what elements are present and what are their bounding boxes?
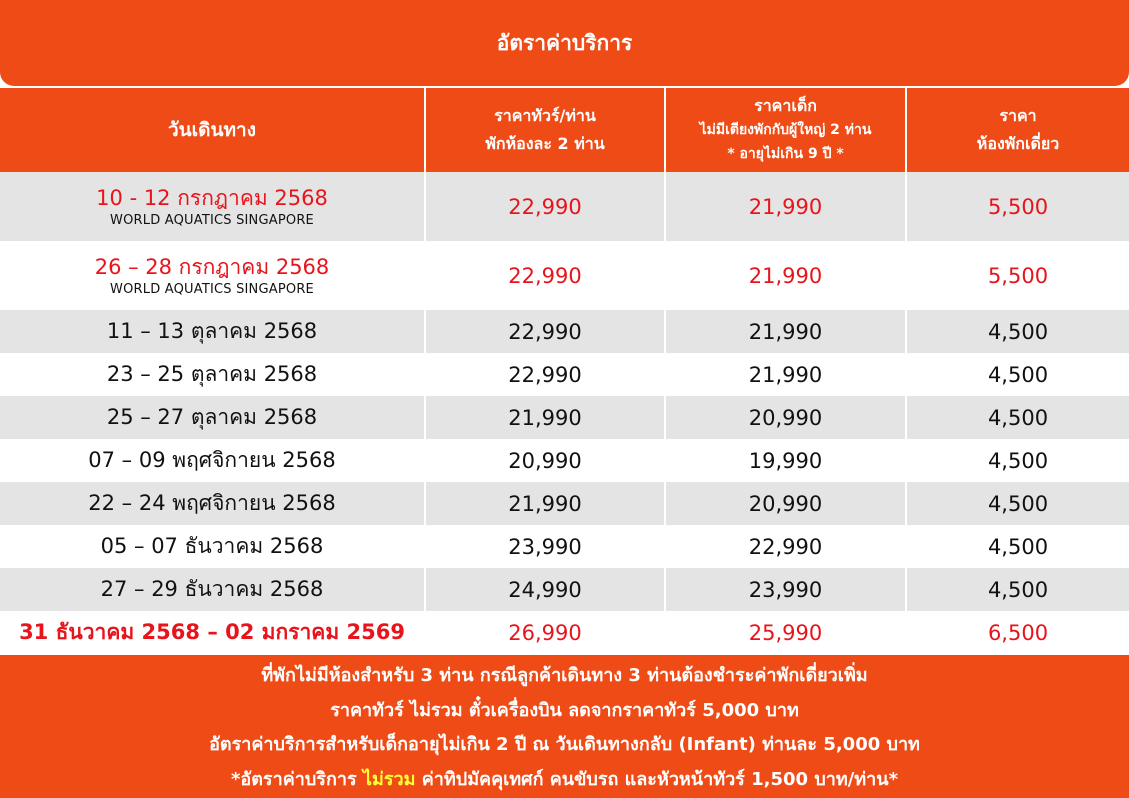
row-single-price: 4,500 (906, 310, 1129, 353)
row-date: 05 – 07 ธันวาคม 2568 (0, 525, 425, 568)
row-date: 31 ธันวาคม 2568 – 02 มกราคม 2569 (0, 611, 425, 654)
row-single-price: 5,500 (906, 172, 1129, 241)
note-line-4 (231, 764, 898, 793)
header-adult-line2: พักห้องละ 2 ท่าน (485, 134, 605, 153)
table-row (0, 439, 1129, 482)
row-adult-price: 24,990 (425, 568, 665, 611)
header-adult-price (425, 88, 665, 172)
row-single-price: 6,500 (987, 620, 1049, 645)
row-single-price: 4,500 (987, 534, 1049, 559)
row-adult-price: 22,990 (425, 310, 665, 353)
row-single-price: 4,500 (987, 448, 1049, 473)
row-child-price: 20,990 (665, 482, 906, 525)
header-child-line2: ไม่มีเตียงพักกับผู้ใหญ่ 2 ท่าน (699, 122, 872, 138)
row-child-price: 21,990 (665, 241, 906, 310)
note-line-4-prefix: *อัตราค่าบริการ (231, 768, 357, 790)
header-child-line1: ราคาเด็ก (754, 96, 817, 115)
note-line-4-highlight: ไม่รวม (362, 768, 416, 790)
table-row (0, 241, 1129, 310)
row-child-price: 21,990 (665, 310, 906, 353)
header-row (0, 88, 1129, 172)
header-date (0, 88, 425, 172)
note-line-2: ราคาทัวร์ ไม่รวม ตั๋วเครื่องบิน ลดจากราคาทัวร์ 5,000 บาท (330, 699, 799, 721)
row-child-price: 23,990 (665, 568, 906, 611)
row-adult-price: 22,990 (425, 172, 665, 241)
page-title-text: อัตราค่าบริการ (496, 30, 633, 55)
row-single-price: 4,500 (906, 482, 1129, 525)
table-row (0, 568, 1129, 611)
row-date-cell (0, 172, 425, 241)
header-child-price (665, 88, 906, 172)
note-line-4-suffix: ค่าทิปมัคคุเทศก์ คนขับรถ และหัวหน้าทัวร์ 1,500 บาท/ท่าน* (421, 768, 898, 790)
row-child-price: 20,990 (665, 396, 906, 439)
row-adult-price: 23,990 (425, 525, 665, 568)
row-child-price: 25,990 (665, 611, 906, 654)
row-child-price: 22,990 (665, 525, 906, 568)
row-adult-price: 21,990 (425, 482, 665, 525)
row-single-price: 4,500 (987, 362, 1049, 387)
row-date: 23 – 25 ตุลาคม 2568 (0, 353, 425, 396)
row-date: 07 – 09 พฤศจิกายน 2568 (0, 439, 425, 482)
row-single-price: 4,500 (906, 396, 1129, 439)
row-child-price: 21,990 (665, 353, 906, 396)
row-date: 25 – 27 ตุลาคม 2568 (0, 396, 425, 439)
row-single-price: 5,500 (987, 263, 1049, 288)
row-date-cell (0, 241, 425, 310)
table-row (0, 482, 1129, 525)
note-line-3: อัตราค่าบริการสำหรับเด็กอายุไม่เกิน 2 ปี ณ วันเดินทางกลับ (Infant) ท่านละ 5,000 บาท (209, 734, 920, 756)
row-adult-price: 21,990 (425, 396, 665, 439)
row-event: WORLD AQUATICS SINGAPORE (110, 281, 314, 297)
page-title (0, 0, 1129, 86)
row-adult-price: 22,990 (425, 241, 665, 310)
table-row (0, 525, 1129, 568)
row-child-price: 19,990 (665, 439, 906, 482)
table-row (0, 396, 1129, 439)
row-event: WORLD AQUATICS SINGAPORE (110, 212, 314, 228)
row-date: 26 – 28 กรกฎาคม 2568 (94, 254, 330, 279)
row-date: 27 – 29 ธันวาคม 2568 (0, 568, 425, 611)
header-single-line2: ห้องพักเดี่ยว (976, 134, 1060, 153)
header-adult-line1: ราคาทัวร์/ท่าน (494, 106, 596, 125)
row-adult-price: 20,990 (425, 439, 665, 482)
row-single-price: 4,500 (906, 568, 1129, 611)
row-child-price: 21,990 (665, 172, 906, 241)
row-adult-price: 22,990 (425, 353, 665, 396)
note-line-1: ที่พักไม่มีห้องสำหรับ 3 ท่าน กรณีลูกค้าเดินทาง 3 ท่านต้องชำระค่าพักเดี่ยวเพิ่ม (261, 665, 868, 687)
table-row (0, 611, 1129, 654)
header-single-line1: ราคา (999, 106, 1037, 125)
row-date: 10 - 12 กรกฎาคม 2568 (96, 185, 328, 210)
header-date-label: วันเดินทาง (168, 119, 256, 141)
price-table (0, 88, 1129, 654)
table-row (0, 172, 1129, 241)
row-adult-price: 26,990 (425, 611, 665, 654)
notes-box (0, 655, 1129, 798)
table-row (0, 310, 1129, 353)
header-child-line3: * อายุไม่เกิน 9 ปี * (727, 146, 844, 162)
header-single-room (906, 88, 1129, 172)
row-date: 11 – 13 ตุลาคม 2568 (0, 310, 425, 353)
table-row (0, 353, 1129, 396)
row-date: 22 – 24 พฤศจิกายน 2568 (0, 482, 425, 525)
